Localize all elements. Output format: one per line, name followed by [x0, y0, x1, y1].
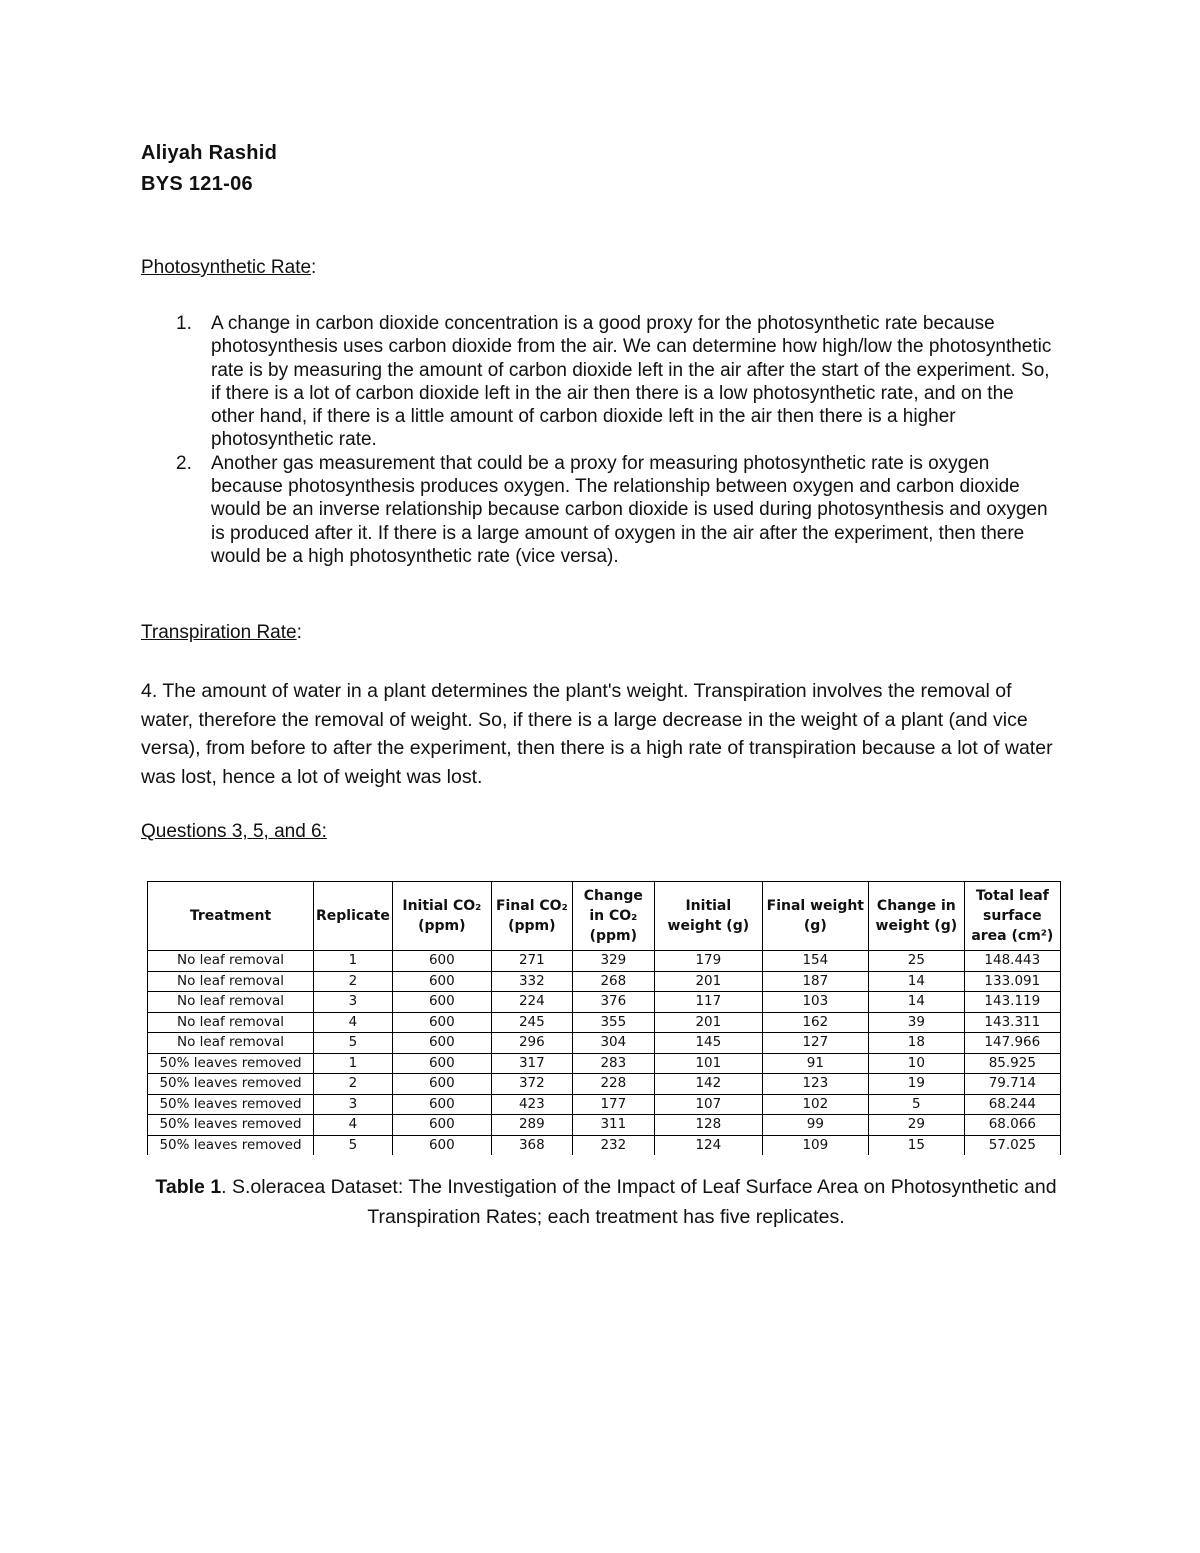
table-cell: 50% leaves removed	[148, 1115, 314, 1136]
table-cell: 179	[654, 951, 762, 972]
table-cell: 228	[572, 1074, 654, 1095]
column-header: Initial weight (g)	[654, 882, 762, 951]
table-cell: 15	[868, 1135, 964, 1155]
questions-heading-text: Questions 3, 5, and 6:	[141, 821, 327, 842]
table-cell: 271	[491, 951, 572, 972]
table-cell: 283	[572, 1053, 654, 1074]
table-cell: 14	[868, 992, 964, 1013]
table-cell: 25	[868, 951, 964, 972]
table-cell: 127	[762, 1033, 868, 1054]
table-cell: 99	[762, 1115, 868, 1136]
table-cell: 162	[762, 1012, 868, 1033]
transpiration-rate-heading-colon: :	[296, 622, 302, 643]
table-cell: 148.443	[964, 951, 1060, 972]
photosynthetic-rate-heading	[141, 257, 316, 279]
table-cell: 332	[491, 971, 572, 992]
table-cell: 4	[314, 1012, 393, 1033]
table-cell: 376	[572, 992, 654, 1013]
table-cell: 50% leaves removed	[148, 1094, 314, 1115]
list-item-number: 2.	[176, 452, 192, 474]
photosynthetic-rate-heading-text: Photosynthetic Rate	[141, 257, 312, 278]
table-cell: 355	[572, 1012, 654, 1033]
table-caption-label: Table 1	[155, 1176, 222, 1198]
table-cell: 296	[491, 1033, 572, 1054]
table-cell: 372	[491, 1074, 572, 1095]
table-header-row	[148, 882, 1061, 951]
table-row	[148, 951, 1061, 972]
table-row	[148, 1053, 1061, 1074]
table-cell: 329	[572, 951, 654, 972]
table-cell: 128	[654, 1115, 762, 1136]
table-cell: 50% leaves removed	[148, 1053, 314, 1074]
table-row	[148, 1033, 1061, 1054]
table-cell: 143.119	[964, 992, 1060, 1013]
table-cell: 14	[868, 971, 964, 992]
transpiration-rate-heading	[141, 622, 302, 644]
table-caption	[140, 1172, 1072, 1232]
table-cell: 1	[314, 951, 393, 972]
table-cell: 289	[491, 1115, 572, 1136]
table-cell: 10	[868, 1053, 964, 1074]
table-cell: 143.311	[964, 1012, 1060, 1033]
table-cell: 1	[314, 1053, 393, 1074]
table-row	[148, 1115, 1061, 1136]
column-header: Change in CO₂ (ppm)	[572, 882, 654, 951]
table-cell: 600	[392, 1094, 491, 1115]
table-row	[148, 971, 1061, 992]
table-cell: 600	[392, 1012, 491, 1033]
table-cell: 57.025	[964, 1135, 1060, 1155]
table-cell: 102	[762, 1094, 868, 1115]
table-cell: 142	[654, 1074, 762, 1095]
table-row	[148, 1074, 1061, 1095]
table-cell: 600	[392, 1135, 491, 1155]
table-cell: 600	[392, 1115, 491, 1136]
list-item-text: Another gas measurement that could be a proxy for measuring photosynthetic rate is oxygen because photosynthesis produces oxygen. The relationship between oxygen and carbon dioxide would be an inverse relationship because carbon dioxide is used during photosynthesis and oxygen is produced after it. If there is a large amount of oxygen in the air after the experiment, then there would be a high photosynthetic rate (vice versa).	[211, 452, 1048, 567]
table-cell: No leaf removal	[148, 951, 314, 972]
table-cell: 3	[314, 992, 393, 1013]
table-cell: 85.925	[964, 1053, 1060, 1074]
table-cell: 600	[392, 951, 491, 972]
table-row	[148, 992, 1061, 1013]
table-cell: 600	[392, 1053, 491, 1074]
author-name: Aliyah Rashid	[141, 142, 278, 164]
table-cell: 311	[572, 1115, 654, 1136]
table-cell: 317	[491, 1053, 572, 1074]
table-cell: 50% leaves removed	[148, 1074, 314, 1095]
table-cell: 109	[762, 1135, 868, 1155]
photosynthetic-rate-heading-colon: :	[311, 257, 317, 278]
table-cell: 39	[868, 1012, 964, 1033]
table-cell: 2	[314, 1074, 393, 1095]
table-cell: 201	[654, 971, 762, 992]
table-cell: 3	[314, 1094, 393, 1115]
transpiration-rate-heading-text: Transpiration Rate	[141, 622, 297, 643]
column-header: Change in weight (g)	[868, 882, 964, 951]
table-cell: 5	[314, 1033, 393, 1054]
column-header: Treatment	[148, 882, 314, 951]
column-header: Replicate	[314, 882, 393, 951]
table-cell: 2	[314, 971, 393, 992]
table-cell: 600	[392, 971, 491, 992]
table-cell: 304	[572, 1033, 654, 1054]
list-item-number: 1.	[176, 313, 192, 334]
table-cell: 133.091	[964, 971, 1060, 992]
table-cell: No leaf removal	[148, 971, 314, 992]
table-cell: 4	[314, 1115, 393, 1136]
table-cell: 154	[762, 951, 868, 972]
table-cell: 50% leaves removed	[148, 1135, 314, 1155]
table-cell: 187	[762, 971, 868, 992]
table-cell: 91	[762, 1053, 868, 1074]
table-cell: 19	[868, 1074, 964, 1095]
table-cell: 18	[868, 1033, 964, 1054]
table-cell: 368	[491, 1135, 572, 1155]
table-caption-text: . S.oleracea Dataset: The Investigation of the Impact of Leaf Surface Area on Photosynthetic and Transpiration Rates; each treatment has five replicates.	[221, 1176, 1057, 1228]
table-row	[148, 1094, 1061, 1115]
table-cell: 600	[392, 1033, 491, 1054]
table-cell: 423	[491, 1094, 572, 1115]
table-header	[148, 882, 1061, 951]
course-code: BYS 121-06	[141, 173, 253, 195]
photosynthetic-list	[141, 312, 1061, 568]
table-row	[148, 1135, 1061, 1155]
dataset-table	[147, 881, 1061, 1155]
table-cell: 5	[314, 1135, 393, 1155]
table-cell: 600	[392, 1074, 491, 1095]
table-cell: 103	[762, 992, 868, 1013]
list-item	[141, 452, 1061, 568]
transpiration-paragraph: 4. The amount of water in a plant determines the plant's weight. Transpiration involves the removal of water, therefore the removal of weight. So, if there is a large decrease in the weight of a plant (and vice versa), from before to after the experiment, then there is a high rate of transpiration because a lot of water was lost, hence a lot of weight was lost.	[141, 680, 1053, 788]
table-cell: 117	[654, 992, 762, 1013]
table-cell: 245	[491, 1012, 572, 1033]
table-cell: 29	[868, 1115, 964, 1136]
table-cell: No leaf removal	[148, 1033, 314, 1054]
table-cell: 145	[654, 1033, 762, 1054]
table-cell: No leaf removal	[148, 1012, 314, 1033]
table-cell: 232	[572, 1135, 654, 1155]
table-cell: 124	[654, 1135, 762, 1155]
list-item-text: A change in carbon dioxide concentration is a good proxy for the photosynthetic rate because photosynthesis uses carbon dioxide from the air. We can determine how high/low the photosynthetic rate is by measuring the amount of carbon dioxide left in the air after the start of the experiment. So, if there is a lot of carbon dioxide left in the air then there is a low photosynthetic rate, and on the other hand, if there is a little amount of carbon dioxide left in the air then there is a higher photosynthetic rate.	[211, 313, 1052, 451]
table-cell: 147.966	[964, 1033, 1060, 1054]
table-cell: 101	[654, 1053, 762, 1074]
questions-heading	[141, 821, 327, 843]
column-header: Final weight (g)	[762, 882, 868, 951]
table-cell: 123	[762, 1074, 868, 1095]
table-row	[148, 1012, 1061, 1033]
column-header: Total leaf surface area (cm²)	[964, 882, 1060, 951]
table-cell: 79.714	[964, 1074, 1060, 1095]
table-cell: 177	[572, 1094, 654, 1115]
table-cell: 600	[392, 992, 491, 1013]
table-cell: 224	[491, 992, 572, 1013]
table-cell: 68.066	[964, 1115, 1060, 1136]
table-cell: 5	[868, 1094, 964, 1115]
table-cell: 68.244	[964, 1094, 1060, 1115]
table-body	[148, 951, 1061, 1156]
table-cell: 107	[654, 1094, 762, 1115]
column-header: Initial CO₂ (ppm)	[392, 882, 491, 951]
list-item	[141, 312, 1061, 452]
table-cell: 201	[654, 1012, 762, 1033]
table-cell: No leaf removal	[148, 992, 314, 1013]
table-cell: 268	[572, 971, 654, 992]
column-header: Final CO₂ (ppm)	[491, 882, 572, 951]
